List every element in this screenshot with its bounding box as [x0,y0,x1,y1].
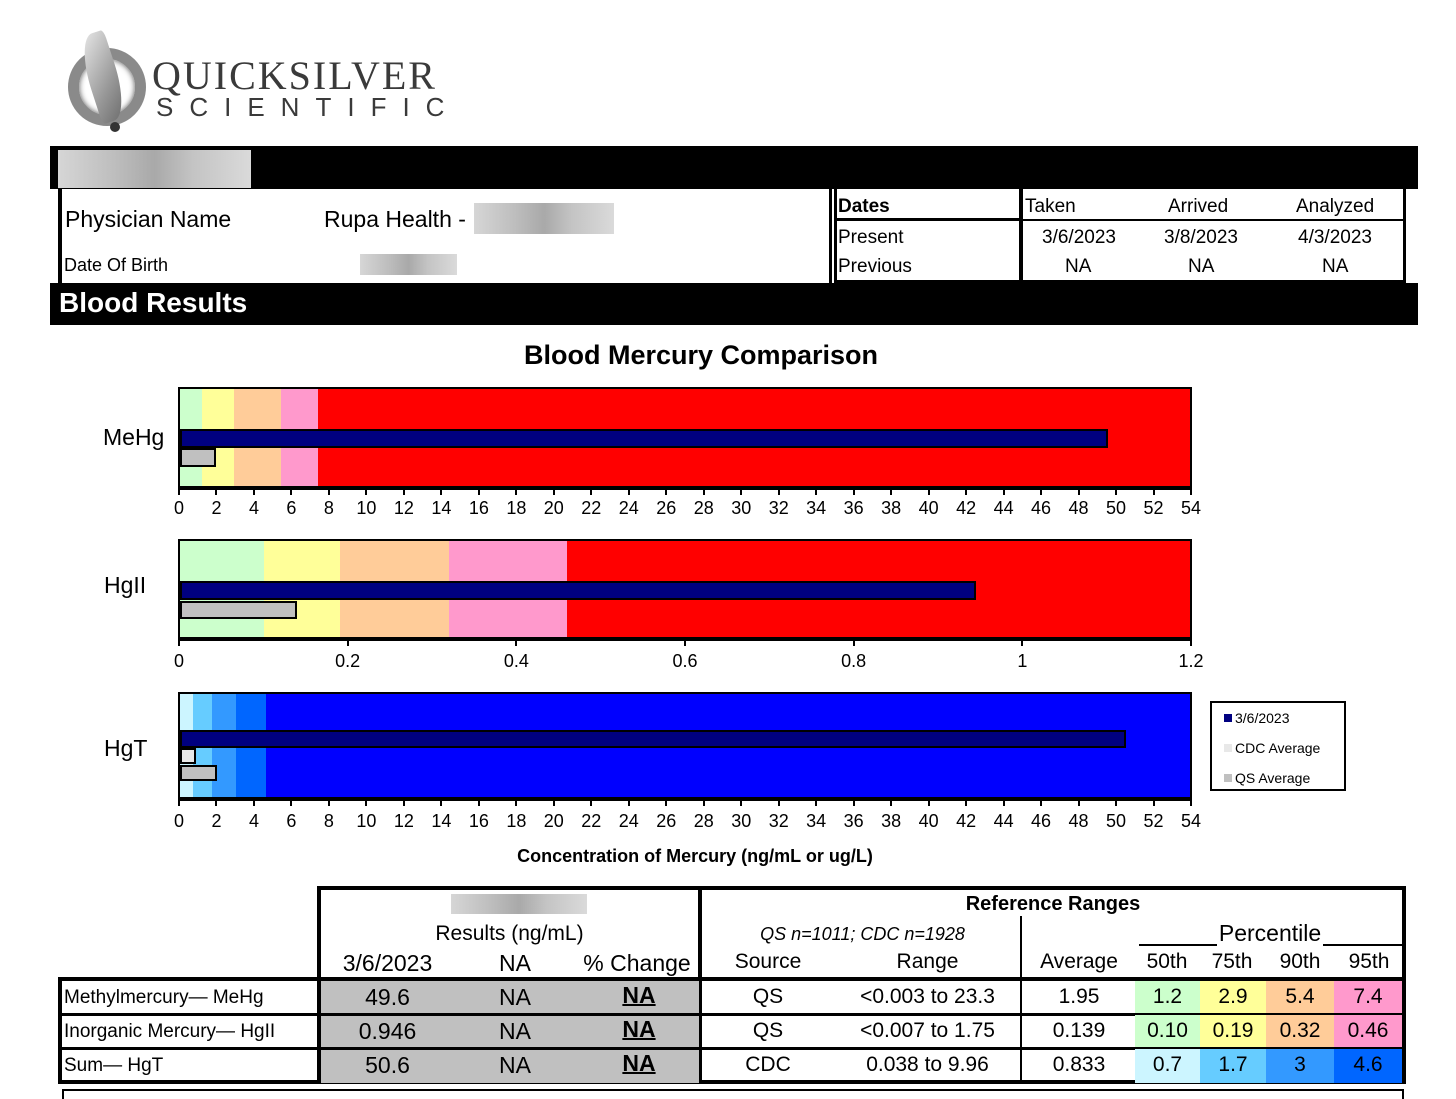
reference-average: 0.139 [1052,1019,1106,1042]
percentile-value: 0.10 [1147,1019,1188,1042]
x-tick-label: 34 [806,498,827,518]
percentile-value: 0.19 [1212,1019,1254,1042]
reference-note: QS n=1011; CDC n=1928 [760,924,965,944]
x-tick-label: 38 [881,811,902,831]
x-tick-label: 50 [1106,811,1127,831]
x-tick-label: 0 [173,651,184,671]
x-tick-label: 12 [393,811,414,831]
analyte-name: Methylmercury— MeHg [64,987,264,1008]
x-tick-label: 16 [468,498,489,518]
x-tick-label: 34 [806,811,827,831]
percentile-value: 4.6 [1353,1053,1383,1076]
x-tick-label: 8 [323,498,334,518]
previous-value: NA [499,984,531,1010]
x-tick-label: 42 [956,811,977,831]
col-current-date: 3/6/2023 [342,950,433,976]
col-previous: NA [499,950,531,976]
x-tick-label: 32 [768,811,789,831]
x-tick-label: 18 [506,811,527,831]
x-tick-label: 0.4 [503,651,529,671]
reference-range: <0.007 to 1.75 [860,1019,995,1042]
percent-change-link[interactable]: NA [622,982,656,1008]
reference-divider [1020,916,1022,980]
x-tick-label: 36 [843,498,864,518]
x-tick-label: 10 [356,811,377,831]
dates-previous-taken: NA [1065,256,1092,277]
ref-col-source: Source [734,950,802,973]
x-tick-label: 8 [323,811,334,831]
x-tick-label: 54 [1180,498,1202,518]
reference-source: CDC [745,1053,791,1076]
x-tick-label: 0 [173,498,184,518]
ref-col-range: Range [896,950,959,973]
col-divider-average [1020,977,1022,1084]
x-tick-label: 14 [431,811,452,831]
legend-label-qs: QS Average [1235,770,1311,786]
reference-source: QS [752,985,784,1008]
percentile-value: 3 [1294,1053,1306,1076]
percent-change-link[interactable]: NA [622,1050,656,1076]
dates-row-present-label: Present [838,227,904,248]
x-tick-label: 16 [468,811,489,831]
ref-col-average: Average [1040,950,1118,973]
percentile-value: 1.2 [1152,985,1183,1008]
x-tick-label: 18 [506,498,527,518]
x-tick-label: 52 [1143,498,1164,518]
reference-average: 0.833 [1052,1053,1106,1076]
x-tick-label: 28 [693,811,714,831]
dates-col-analyzed: Analyzed [1296,196,1375,217]
previous-value: NA [499,1018,531,1044]
reference-average: 1.95 [1058,985,1100,1008]
x-tick-label: 38 [881,498,902,518]
logo-wordmark: QUICKSILVER [152,53,437,98]
x-tick-label: 24 [618,498,639,518]
dates-row-previous-label: Previous [838,256,912,277]
col-divider-results [317,977,321,1084]
x-tick-label: 1 [1017,651,1028,671]
chart-x-axis-label: Concentration of Mercury (ng/mL or ug/L) [517,846,873,866]
x-tick-label: 2 [211,498,222,518]
results-header-redacted [451,894,587,914]
x-tick-label: 6 [286,498,297,518]
percentile-value: 2.9 [1218,985,1248,1008]
reference-source: QS [752,1019,784,1042]
percentile-value: 0.7 [1152,1053,1183,1076]
reference-range: <0.003 to 23.3 [860,985,995,1008]
reference-range: 0.038 to 9.96 [866,1053,989,1076]
x-tick-label: 32 [768,498,789,518]
x-tick-label: 44 [993,811,1014,831]
dates-present-analyzed: 4/3/2023 [1298,227,1372,248]
x-tick-label: 6 [286,811,297,831]
percentile-rule-left [1139,944,1217,946]
x-tick-label: 14 [431,498,452,518]
analyte-name: Inorganic Mercury— HgII [64,1021,276,1042]
x-tick-label: 40 [918,811,939,831]
dates-col-arrived: Arrived [1168,196,1229,217]
percent-change-link[interactable]: NA [622,1016,656,1042]
percentile-value: 0.46 [1347,1019,1389,1042]
chart-title: Blood Mercury Comparison [523,340,879,370]
x-tick-label: 1.2 [1178,651,1204,671]
x-tick-label: 46 [1031,811,1052,831]
dates-previous-analyzed: NA [1322,256,1349,277]
x-tick-label: 10 [356,498,377,518]
x-tick-label: 30 [731,498,752,518]
dates-previous-arrived: NA [1188,256,1215,277]
col-divider-reference [699,977,702,1084]
result-value: 0.946 [358,1018,417,1044]
x-tick-label: 44 [993,498,1014,518]
footer-box [62,1089,1404,1099]
percentile-col-75: 75th [1211,950,1253,973]
percentile-rule-right [1323,944,1403,946]
dob-label: Date Of Birth [64,255,169,275]
x-tick-label: 20 [543,498,564,518]
x-tick-label: 54 [1180,811,1202,831]
x-tick-label: 12 [393,498,414,518]
percentile-header: Percentile [1218,920,1322,946]
legend-label-current: 3/6/2023 [1235,710,1290,726]
percentile-col-90: 90th [1279,950,1321,973]
section-title: Blood Results [59,287,248,318]
x-tick-label: 4 [248,498,259,518]
x-tick-label: 0 [173,811,184,831]
x-tick-label: 42 [956,498,977,518]
x-tick-label: 0.2 [335,651,361,671]
x-tick-label: 36 [843,811,864,831]
x-tick-label: 2 [211,811,222,831]
x-tick-label: 48 [1068,498,1089,518]
percentile-col-50: 50th [1146,950,1188,973]
x-tick-label: 0.6 [672,651,698,671]
x-tick-label: 40 [918,498,939,518]
result-value: 50.6 [365,1052,410,1078]
x-tick-label: 4 [248,811,259,831]
col-percent-change: % Change [583,950,691,976]
dates-col-taken: Taken [1025,196,1076,217]
analyte-name: Sum— HgT [64,1055,164,1076]
percentile-col-95: 95th [1348,950,1390,973]
x-tick-label: 22 [581,811,602,831]
x-tick-label: 50 [1106,498,1127,518]
result-value: 49.6 [365,984,410,1010]
x-tick-label: 0.8 [841,651,867,671]
results-header: Results (ng/mL) [435,922,584,945]
dates-present-taken: 3/6/2023 [1042,227,1116,248]
legend-label-cdc: CDC Average [1235,740,1321,756]
percentile-value: 1.7 [1218,1053,1248,1076]
dates-present-arrived: 3/8/2023 [1164,227,1238,248]
chart-row-label-hgii: HgII [104,572,147,598]
x-tick-label: 48 [1068,811,1089,831]
x-tick-label: 30 [731,811,752,831]
logo-subtitle: SCIENTIFIC [156,92,461,122]
percentile-value: 0.32 [1279,1019,1321,1042]
x-tick-label: 22 [581,498,602,518]
x-tick-label: 24 [618,811,639,831]
chart-row-label-mehg: MeHg [103,424,165,450]
percentile-value: 5.4 [1285,985,1315,1008]
reference-header: Reference Ranges [965,893,1141,915]
x-tick-label: 52 [1143,811,1164,831]
previous-value: NA [499,1052,531,1078]
x-tick-label: 46 [1031,498,1052,518]
physician-label: Physician Name [65,206,232,232]
physician-value: Rupa Health - [324,206,466,232]
x-tick-label: 26 [656,498,677,518]
dates-header: Dates [838,196,890,217]
x-tick-label: 28 [693,498,714,518]
chart-row-label-hgt: HgT [104,735,148,761]
x-tick-label: 26 [656,811,677,831]
x-tick-label: 20 [543,811,564,831]
percentile-value: 7.4 [1353,985,1383,1008]
